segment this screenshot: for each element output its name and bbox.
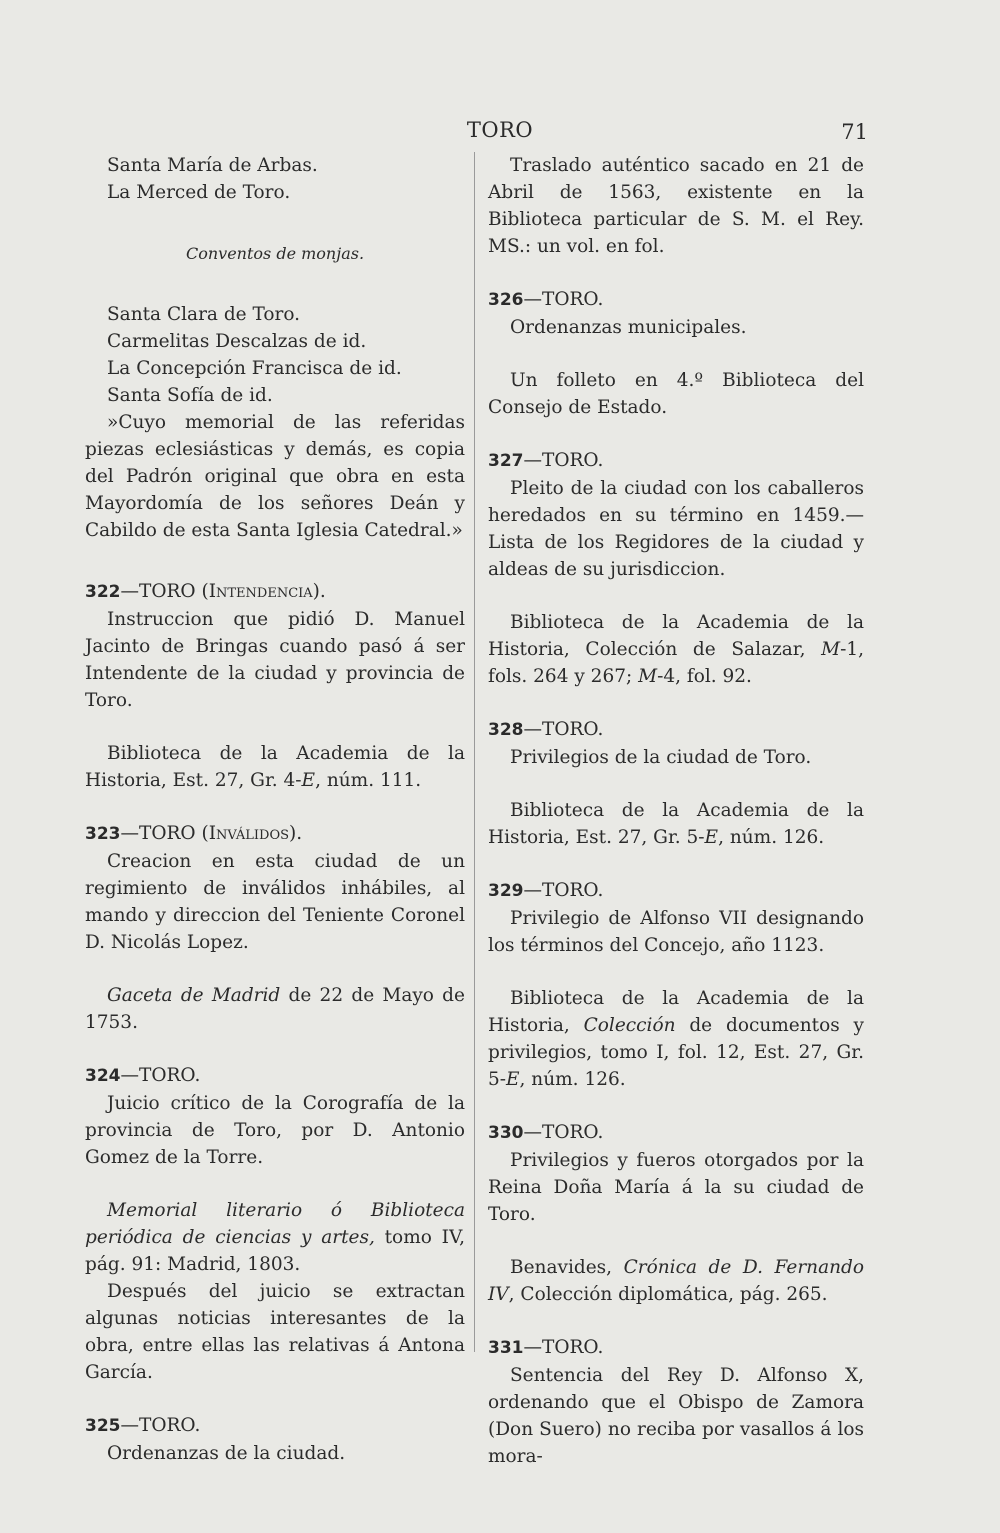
section-heading: Conventos de monjas. (185, 244, 365, 263)
entry-reference: Biblioteca de la Academia de la Historia, Colección de documentos y privilegios, tomo I, fol. 12, Est. 27, Gr. 5-E, núm. 126. (488, 988, 864, 1090)
entry-heading: 328—TORO. (488, 719, 604, 740)
page-number: 71 (841, 120, 868, 144)
entry-title: Privilegio de Alfonso VII designando los términos del Concejo, año 1123. (488, 908, 864, 956)
text-line: La Merced de Toro. (107, 182, 291, 203)
entry-heading: 325—TORO. (85, 1415, 201, 1436)
entry-reference: Memorial literario ó Biblioteca periódica de ciencias y artes, tomo IV, pág. 91: Madrid, 1803. (85, 1200, 465, 1275)
entry-title: Creacion en esta ciudad de un regimiento de inválidos inhábiles, al mando y direccion del Teniente Coronel D. Nicolás Lopez. (85, 851, 465, 953)
text-line: La Concepción Francisca de id. (107, 358, 402, 379)
entry-heading: 327—TORO. (488, 450, 604, 471)
entry-heading: 329—TORO. (488, 880, 604, 901)
quote-paragraph: »Cuyo memorial de las referidas piezas eclesiásticas y demás, es copia del Padrón original que obra en esta Mayordomía de los señores Deán y Cabildo de esta Santa Iglesia Catedral.» (85, 412, 465, 541)
entry-number: 328 (488, 720, 524, 740)
entry-reference: Biblioteca de la Academia de la Historia, Est. 27, Gr. 4-E, núm. 111. (85, 743, 465, 791)
entry-title: Sentencia del Rey D. Alfonso X, ordenando que el Obispo de Zamora (Don Suero) no reciba por vasallos á los mora- (488, 1365, 864, 1467)
entry-title: Ordenanzas municipales. (510, 317, 747, 338)
entry-number: 323 (85, 824, 121, 844)
entry-heading: 330—TORO. (488, 1122, 604, 1143)
entry-title: Juicio crítico de la Corografía de la provincia de Toro, por D. Antonio Gomez de la Torre. (85, 1093, 465, 1168)
entry-number: 324 (85, 1066, 121, 1086)
left-column (85, 152, 465, 1467)
entry-reference: Benavides, Crónica de D. Fernando IV, Colección diplomática, pág. 265. (488, 1257, 864, 1305)
running-title: TORO (466, 118, 534, 142)
entry-number: 327 (488, 451, 524, 471)
entry-reference: Biblioteca de la Academia de la Historia, Est. 27, Gr. 5-E, núm. 126. (488, 800, 864, 848)
entry-number: 330 (488, 1123, 524, 1143)
entry-reference: Traslado auténtico sacado en 21 de Abril de 1563, existente en la Biblioteca particular de S. M. el Rey. MS.: un vol. en fol. (488, 155, 864, 257)
entry-heading: 323—TORO (Inválidos). (85, 823, 303, 844)
entry-title: Ordenanzas de la ciudad. (107, 1443, 346, 1464)
entry-number: 322 (85, 582, 121, 602)
entry-title: Pleito de la ciudad con los caballeros heredados en su término en 1459.—Lista de los Regidores de la ciudad y aldeas de su jurisdiccion. (488, 478, 864, 580)
text-line: Santa María de Arbas. (107, 155, 318, 176)
text-line: Santa Sofía de id. (107, 385, 273, 406)
right-column (488, 152, 864, 1470)
entry-reference: Biblioteca de la Academia de la Historia, Colección de Salazar, M-1, fols. 264 y 267; M-4, fol. 92. (488, 612, 864, 687)
entry-title: Privilegios de la ciudad de Toro. (510, 747, 812, 768)
entry-title: Instruccion que pidió D. Manuel Jacinto de Bringas cuando pasó á ser Intendente de la ciudad y provincia de Toro. (85, 609, 465, 711)
entry-number: 329 (488, 881, 524, 901)
entry-heading: 331—TORO. (488, 1337, 604, 1358)
entry-reference: Gaceta de Madrid de 22 de Mayo de 1753. (85, 985, 465, 1033)
entry-heading: 322—TORO (Intendencia). (85, 581, 326, 602)
entry-reference: Un folleto en 4.º Biblioteca del Consejo de Estado. (488, 370, 864, 418)
entry-note: Después del juicio se extractan algunas noticias interesantes de la obra, entre ellas las relativas á Antona García. (85, 1281, 465, 1383)
text-line: Santa Clara de Toro. (107, 304, 301, 325)
entry-heading: 324—TORO. (85, 1065, 201, 1086)
entry-number: 331 (488, 1338, 524, 1358)
entry-number: 326 (488, 290, 524, 310)
column-divider (474, 152, 475, 1352)
entry-title: Privilegios y fueros otorgados por la Reina Doña María á la su ciudad de Toro. (488, 1150, 864, 1225)
text-line: Carmelitas Descalzas de id. (107, 331, 367, 352)
entry-number: 325 (85, 1416, 121, 1436)
entry-heading: 326—TORO. (488, 289, 604, 310)
